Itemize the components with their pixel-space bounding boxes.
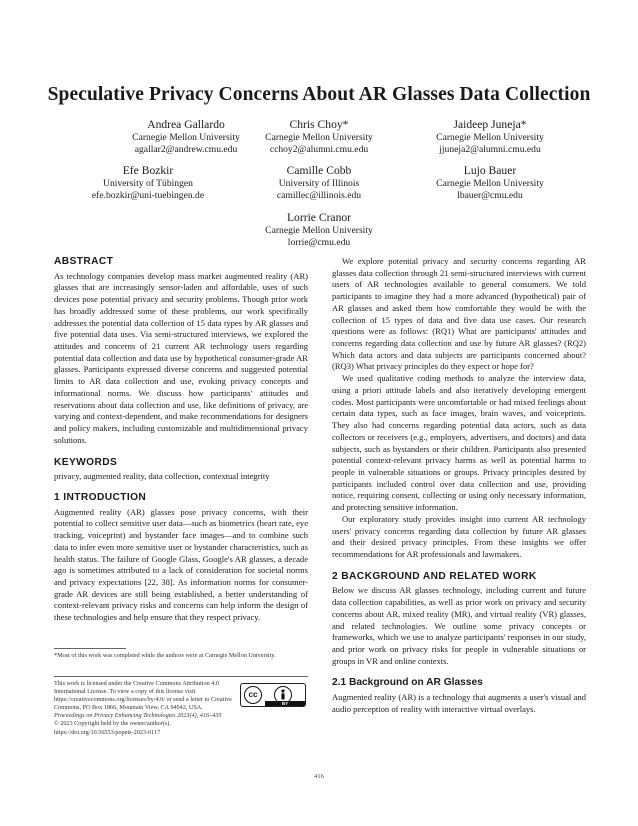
cc-by-badge bbox=[240, 683, 306, 707]
cc-icon: cc bbox=[244, 686, 262, 704]
license-text: This work is licensed under the Creative Commons Attribution 4.0 International License. To view a copy of this license visit https://creativecommons.org/licenses/by/4.0/ or send a letter to Creative Commons, PO Box 1866, Mountain View, CA 94042, USA. bbox=[54, 680, 232, 712]
body-paragraph: Our exploratory study provides insight into current AR technology users' privacy concerns regarding data collection by future AR glasses and their desired privacy principles. From these insights we offer recommendations for AR professionals and lawmakers. bbox=[332, 513, 586, 559]
author-name: Lujo Bauer bbox=[463, 164, 517, 177]
section-2-heading: 2 BACKGROUND AND RELATED WORK bbox=[332, 570, 537, 582]
introduction-text: Augmented reality (AR) glasses pose privacy concerns, with their potential to collect sensitive user data—such as biometrics (heart rate, eye tracking, voiceprint) and bystander face images—and to combine such data to infer even more sensitive user or bystander characteristics, such as health status. The failure of Google Glass, Google's AR glasses, a decade ago is sometimes attributed to a lack of consideration for societal norms and privacy expectations [22, 38]. As information norms for consumer-grade AR devices are still being established, a better understanding of context-relevant privacy risks and concerns can help inform the design of these technologies and help ensure that they respect privacy. bbox=[54, 506, 308, 623]
author-email: agallar2@andrew.cmu.edu bbox=[134, 144, 238, 156]
author-email: lbauer@cmu.edu bbox=[457, 190, 523, 202]
license-divider bbox=[54, 676, 308, 677]
proceedings-line: Proceedings on Privacy Enhancing Technologies 2023(4), 416–435 bbox=[54, 712, 222, 720]
keywords-heading: KEYWORDS bbox=[54, 456, 118, 468]
author-name: Camille Cobb bbox=[286, 164, 352, 177]
paper-title: Speculative Privacy Concerns About AR Glasses Data Collection bbox=[47, 84, 591, 105]
page-number: 416 bbox=[314, 773, 324, 780]
author-affiliation: Carnegie Mellon University bbox=[132, 132, 240, 143]
section-2-text: Below we discuss AR glasses technology, including current and future data collection capabilities, as well as prior work on privacy and security concerns about AR, mixed reality (MR), and virtual reality (VR) glasses, and related technologies. We outline some privacy concepts or frameworks, which we use to analyze participants' responses in our study, and prior work on privacy risks for people in vulnerable situations or groups in VR and online contexts. bbox=[332, 585, 586, 666]
author-email: camillec@illinois.edu bbox=[276, 190, 362, 202]
right-column bbox=[332, 256, 586, 716]
author-name: Jaideep Juneja* bbox=[453, 118, 527, 131]
author-email: efe.bozkir@uni-tuebingen.de bbox=[91, 190, 205, 202]
left-column bbox=[54, 256, 308, 624]
section-2-1-text: Augmented reality (AR) is a technology that augments a user's visual and audio perception of reality with interactive virtual overlays. bbox=[332, 692, 586, 714]
author-affiliation: University of Illinois bbox=[278, 178, 360, 189]
footnote-text: *Most of this work was completed while the authors were at Carnegie Mellon University. bbox=[54, 652, 276, 659]
author-name: Lorrie Cranor bbox=[286, 211, 352, 224]
body-paragraph: We explore potential privacy and security concerns regarding AR glasses data collection through 21 semi-structured interviews with current users of AR technologies available to general consumers. We told participants to imagine they had a more advanced (hypothetical) pair of AR glasses and asked them how comfortable they would be with the collection of 15 types of data and five data use cases. Our research questions were as follows: (RQ1) What are participants' attitudes and concerns regarding data collection and use by future AR glasses? (RQ2) Which data actors and data subjects are participants concerned about? (RQ3) What privacy principles do they expect or hope for? bbox=[332, 256, 586, 372]
footnote-divider bbox=[54, 648, 126, 649]
keywords-text: privacy, augmented reality, data collection, contextual integrity bbox=[54, 471, 270, 482]
author-email: cchoy2@alumni.cmu.edu bbox=[269, 144, 369, 156]
author-7 bbox=[214, 210, 424, 250]
footnote bbox=[54, 652, 308, 660]
abstract-heading: ABSTRACT bbox=[54, 256, 114, 267]
author-email: jjuneja2@alumni.cmu.edu bbox=[439, 144, 541, 156]
author-affiliation: Carnegie Mellon University bbox=[436, 178, 544, 189]
introduction-heading: 1 INTRODUCTION bbox=[54, 491, 147, 503]
body-paragraph: We used qualitative coding methods to analyze the interview data, using a priori attitude labels and also iteratively developing emergent codes. Most participants were uncomfortable or had mixed feelings about certain data types, such as face images, brain waves, and voiceprints. They also had concerns regarding potential data actors, such as data collectors or receivers (e.g., employers, advertisers, and doctors) and data subjects, such as bystanders or their children. Participants also presented potential context-relevant privacy harms as well as potential harms to people in vulnerable situations or groups. Privacy principles desired by participants included control over data collection and use, providing notice, requiring consent, collecting or using only necessary information, and protecting sensitive information. bbox=[332, 373, 586, 513]
copyright-line: © 2023 Copyright held by the owner/author(s). bbox=[54, 720, 171, 728]
author-email: lorrie@cmu.edu bbox=[287, 237, 351, 249]
author-name: Efe Bozkir bbox=[122, 164, 174, 177]
author-affiliation: University of Tübingen bbox=[103, 178, 193, 189]
author-name: Chris Choy* bbox=[289, 118, 349, 131]
author-affiliation: Carnegie Mellon University bbox=[436, 132, 544, 143]
badge-by-label: BY bbox=[265, 701, 305, 706]
author-3 bbox=[385, 117, 595, 157]
author-name: Andrea Gallardo bbox=[147, 118, 225, 131]
author-affiliation: Carnegie Mellon University bbox=[265, 225, 373, 236]
author-affiliation: Carnegie Mellon University bbox=[265, 132, 373, 143]
section-2-1-heading: 2.1 Background on AR Glasses bbox=[332, 677, 483, 689]
doi-line: https://doi.org/10.56553/popets-2023-0117 bbox=[54, 728, 161, 736]
abstract-text: As technology companies develop mass market augmented reality (AR) glasses that are increasingly sensor-laden and affordable, uses of such devices pose potential privacy and security problems. Though prior work has broadly addressed some of these problems, our work specifically addresses the potential data collection of 15 data types by AR glasses and five potential data uses. Via semi-structured interviews, we explored the attitudes and concerns of 21 current AR technology users regarding potential data collection and data use by hypothetical consumer-grade AR glasses. Participants expressed diverse concerns and suggested potential limits to AR data collection and use, evoking privacy concepts and informational norms. We discuss how participants' attitudes and reservations about data collection and use, like definitions of privacy, are varying and context-dependent, and make recommendations for designers and policy makers, including customizable and multidimensional privacy solutions. bbox=[54, 270, 308, 445]
author-6 bbox=[385, 163, 595, 203]
